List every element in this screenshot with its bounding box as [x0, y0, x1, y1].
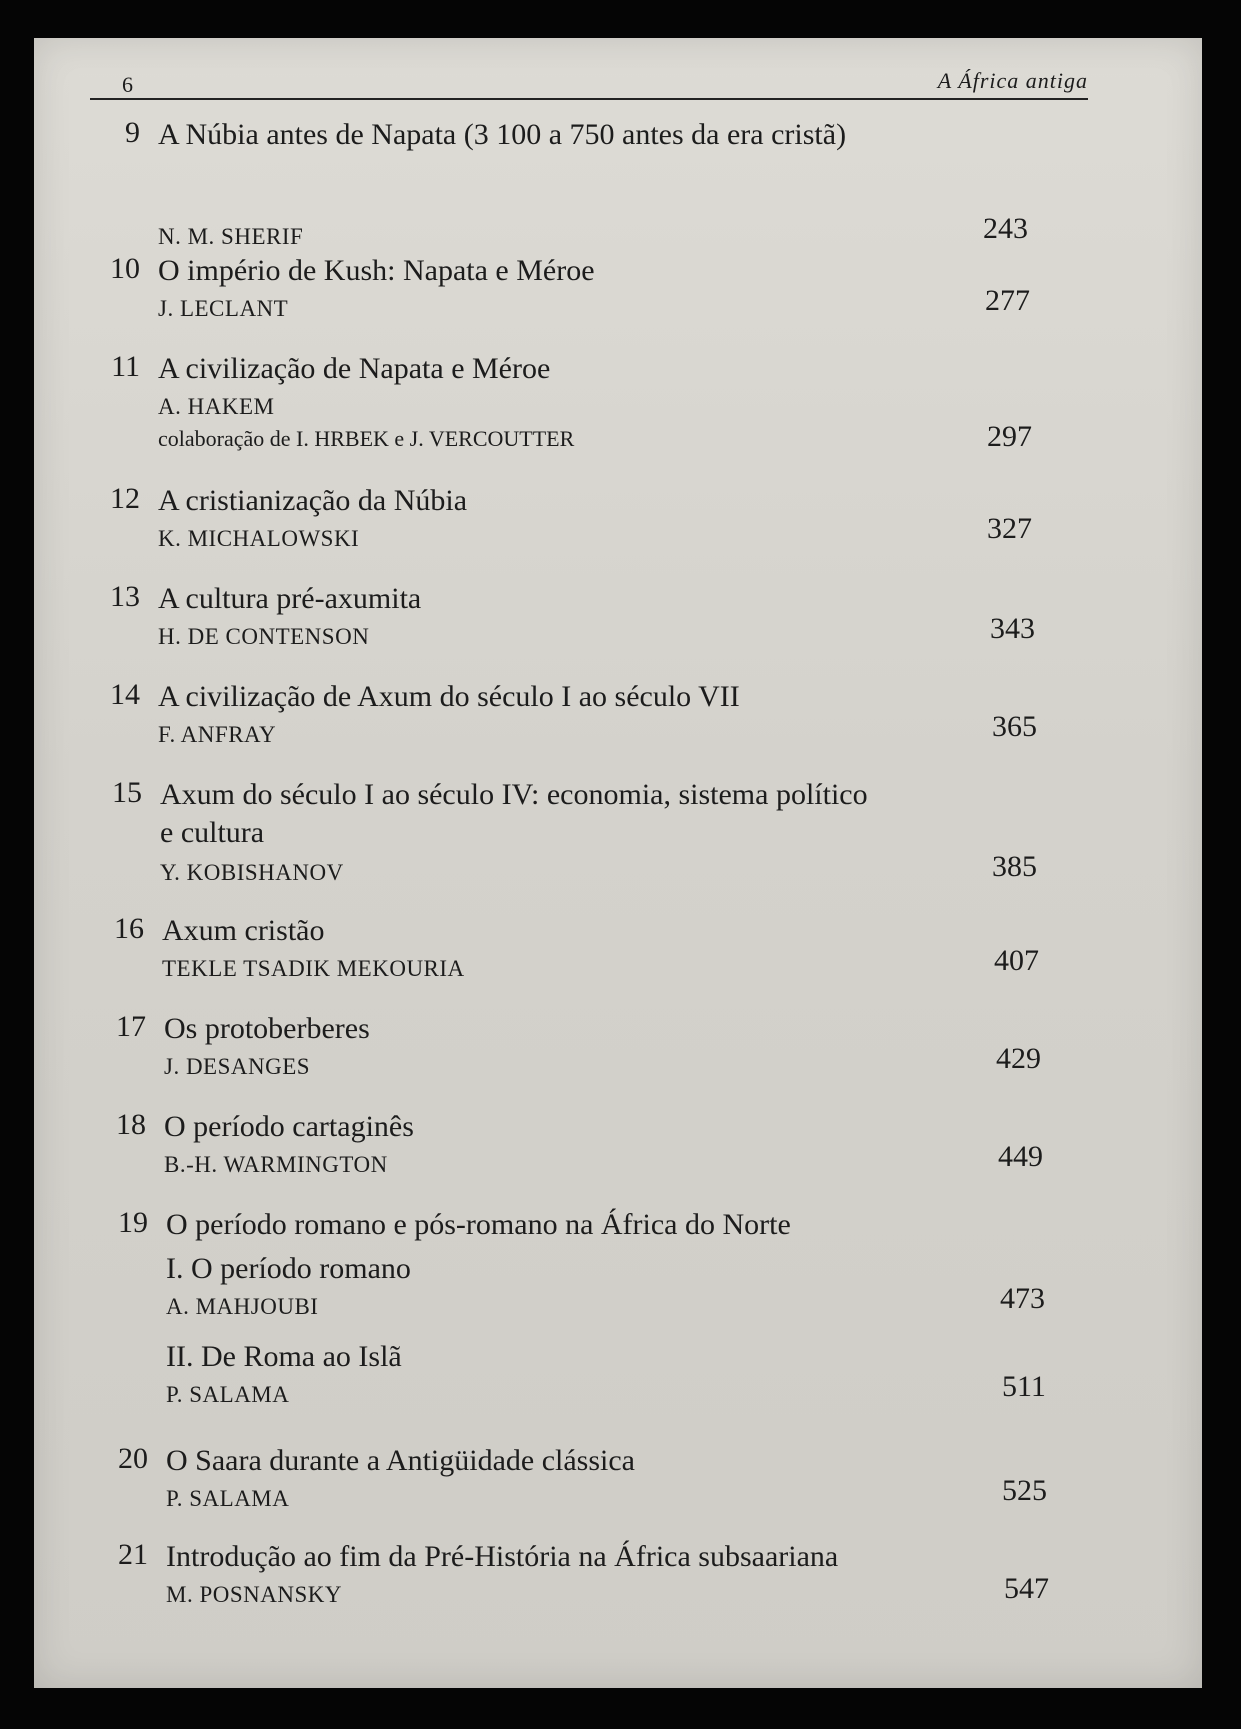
- chapter-number: 10: [110, 252, 140, 285]
- chapter-author: TEKLE TSADIK MEKOURIA: [162, 956, 465, 981]
- chapter-page: 243: [983, 212, 1028, 245]
- chapter-number: 13: [110, 580, 140, 613]
- book-page: [34, 38, 1202, 1688]
- subchapter-title: II. De Roma ao Islã: [166, 1340, 402, 1373]
- chapter-title: A cristianização da Núbia: [158, 484, 468, 517]
- toc-entry-14: [90, 678, 1150, 758]
- chapter-author: P. SALAMA: [166, 1486, 290, 1511]
- chapter-number: 12: [110, 482, 140, 515]
- toc-entry-17: [96, 1010, 1156, 1090]
- chapter-page: 547: [1004, 1572, 1049, 1605]
- chapter-author: B.-H. WARMINGTON: [164, 1152, 388, 1177]
- chapter-title: O período romano e pós-romano na África do Norte: [166, 1208, 791, 1241]
- toc-entry-15: [92, 776, 1152, 896]
- chapter-page: 385: [992, 850, 1037, 883]
- toc-entry-20: [98, 1442, 1158, 1522]
- chapter-author: K. MICHALOWSKI: [158, 526, 360, 551]
- chapter-author: J. DESANGES: [164, 1054, 311, 1079]
- chapter-title: Os protoberberes: [164, 1012, 370, 1045]
- chapter-number: 19: [118, 1206, 148, 1239]
- chapter-number: 20: [118, 1442, 148, 1475]
- chapter-page: 449: [998, 1140, 1043, 1173]
- chapter-title: O império de Kush: Napata e Méroe: [158, 254, 595, 287]
- chapter-author: J. LECLANT: [158, 296, 289, 321]
- toc-entry-11: [90, 350, 1150, 460]
- chapter-title: A Núbia antes de Napata (3 100 a 750 antes da era cristã): [158, 118, 847, 151]
- chapter-title: A cultura pré-axumita: [158, 582, 422, 615]
- chapter-page: 525: [1002, 1474, 1047, 1507]
- chapter-number: 11: [111, 350, 140, 383]
- chapter-title: Axum cristão: [162, 914, 325, 947]
- chapter-title: O período cartaginês: [164, 1110, 414, 1143]
- toc-entry-9: [90, 116, 1150, 249]
- toc-entry-13: [90, 580, 1150, 660]
- toc-entry-21: [98, 1538, 1158, 1618]
- chapter-title: O Saara durante a Antigüidade clássica: [166, 1444, 635, 1477]
- chapter-page: 429: [996, 1042, 1041, 1075]
- chapter-collaboration: colaboração de I. HRBEK e J. VERCOUTTER: [158, 426, 575, 451]
- toc-entry-18: [96, 1108, 1156, 1188]
- chapter-page: 407: [994, 944, 1039, 977]
- chapter-number: 18: [116, 1108, 146, 1141]
- toc-entry-19: [98, 1206, 1158, 1456]
- toc-entry-10: [90, 252, 1150, 332]
- chapter-title: A civilização de Axum do século I ao século VII: [158, 680, 740, 713]
- chapter-number: 14: [110, 678, 140, 711]
- subchapter-page: 511: [1002, 1370, 1046, 1403]
- chapter-number: 9: [125, 116, 140, 149]
- chapter-number: 15: [112, 776, 142, 809]
- chapter-author: Y. KOBISHANOV: [160, 860, 344, 885]
- chapter-title: Axum do século I ao século IV: economia, sistema político e cultura: [160, 778, 868, 849]
- chapter-page: 277: [985, 284, 1030, 317]
- chapter-number: 17: [116, 1010, 146, 1043]
- chapter-page: 365: [992, 710, 1037, 743]
- chapter-author: N. M. SHERIF: [158, 224, 304, 249]
- chapter-number: 21: [118, 1538, 148, 1571]
- chapter-number: 16: [114, 912, 144, 945]
- chapter-page: 327: [987, 512, 1032, 545]
- chapter-author: F. ANFRAY: [158, 722, 277, 747]
- chapter-author: M. POSNANSKY: [166, 1582, 342, 1607]
- subchapter-title: I. O período romano: [166, 1252, 411, 1285]
- toc-entry-12: [90, 482, 1150, 562]
- page-header: [90, 58, 1088, 100]
- toc-entry-16: [94, 912, 1154, 992]
- chapter-author: A. HAKEM: [158, 394, 275, 419]
- chapter-page: 297: [987, 420, 1032, 453]
- chapter-title: A civilização de Napata e Méroe: [158, 352, 551, 385]
- running-book-title: A África antiga: [937, 68, 1088, 93]
- chapter-title: Introdução ao fim da Pré-História na África subsaariana: [166, 1540, 839, 1573]
- subchapter-author: P. SALAMA: [166, 1382, 290, 1407]
- subchapter-page: 473: [1000, 1282, 1045, 1315]
- page-number: 6: [122, 72, 133, 97]
- chapter-author: H. DE CONTENSON: [158, 624, 370, 649]
- subchapter-author: A. MAHJOUBI: [166, 1294, 319, 1319]
- chapter-page: 343: [990, 612, 1035, 645]
